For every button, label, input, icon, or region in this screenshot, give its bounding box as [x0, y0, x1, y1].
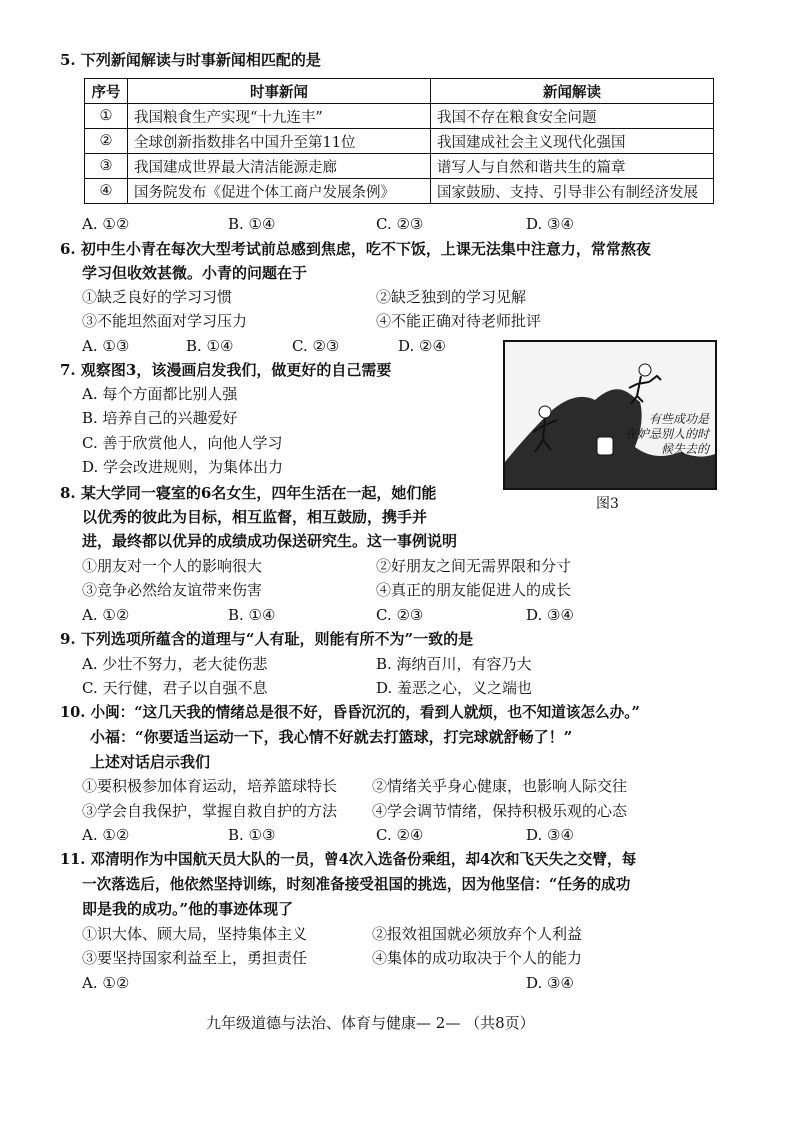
- table-cell: ①: [85, 104, 128, 129]
- option-b: B. ①④: [186, 337, 234, 355]
- table-cell: 谱写人与自然和谐共生的篇章: [431, 154, 714, 179]
- q6-item-4: ④不能正确对待老师批评: [376, 312, 542, 330]
- q10-item-3: ③学会自我保护，掌握自救自护的方法: [82, 802, 338, 820]
- q8-stem-line2: 以优秀的彼此为目标，相互监督，相互鼓励，携手并: [82, 508, 428, 526]
- q11-stem-line1: 11. 邓清明作为中国航天员大队的一员，曾4次入选备份乘组，却4次和飞天失之交臂，每: [60, 851, 637, 868]
- option-b: B. ①④: [228, 606, 276, 624]
- option-d: D. ③④: [526, 974, 574, 992]
- climber-bottom-head: [539, 406, 551, 418]
- figure-label: 图3: [596, 496, 619, 512]
- q9-choice-d: D. 羞恶之心，义之端也: [376, 679, 533, 697]
- q10-item-4: ④学会调节情绪，保持积极乐观的心态: [372, 802, 628, 820]
- option-a: A. ①②: [82, 606, 130, 624]
- q9-choice-b: B. 海纳百川，有容乃大: [376, 655, 532, 673]
- comic-caption-line-1: 有些成功是: [648, 412, 709, 426]
- q11-item-4: ④集体的成功取决于个人的能力: [372, 949, 583, 967]
- q8-item-1: ①朋友对一个人的影响很大: [82, 557, 263, 575]
- table-row: [85, 129, 714, 154]
- q6-item-1: ①缺乏良好的学习习惯: [82, 288, 233, 306]
- q10-item-2: ②情绪关乎身心健康，也影响人际交往: [372, 777, 628, 795]
- q8-item-3: ③竞争必然给友谊带来伤害: [82, 581, 263, 599]
- option-a: A. ①②: [82, 974, 130, 992]
- q7-choice-a: A. 每个方面都比别人强: [82, 385, 238, 403]
- option-d: D. ③④: [526, 606, 574, 624]
- flag-icon: [649, 376, 661, 382]
- option-a: A. ①②: [82, 826, 130, 844]
- table-cell: 全球创新指数排名中国升至第11位: [128, 129, 431, 154]
- option-c: C. ②③: [376, 215, 424, 233]
- q7-choice-c: C. 善于欣赏他人，向他人学习: [82, 434, 283, 452]
- q10-line1: 10. 小闽：“这几天我的情绪总是很不好，昏昏沉沉的，看到人就烦，也不知道该怎么办。”: [60, 704, 640, 721]
- q7-choice-b: B. 培养自己的兴趣爱好: [82, 409, 238, 427]
- q11-item-3: ③要坚持国家利益至上，勇担责任: [82, 949, 308, 967]
- option-c: C. ②④: [376, 826, 424, 844]
- table-cell: ④: [85, 179, 128, 204]
- table-cell: ②: [85, 129, 128, 154]
- q8-item-2: ②好朋友之间无需界限和分寸: [376, 557, 572, 575]
- table-cell: 国家鼓励、支持、引导非公有制经济发展: [431, 179, 714, 204]
- q10-line3: 上述对话启示我们: [90, 753, 211, 771]
- comic-figure: [503, 340, 717, 490]
- q9-stem: 9. 下列选项所蕴含的道理与“人有耻，则能有所不为”一致的是: [60, 630, 474, 648]
- q10-item-1: ①要积极参加体育运动，培养篮球特长: [82, 777, 338, 795]
- option-a: A. ①②: [82, 215, 130, 233]
- q6-stem-line1: 6. 初中生小青在每次大型考试前总感到焦虑，吃不下饭，上课无法集中注意力，常常熬夜: [60, 240, 651, 258]
- col-header-num: 序号: [85, 79, 128, 104]
- table-header-row: [85, 79, 714, 104]
- q8-stem-line3: 进，最终都以优异的成绩成功保送研究生。这一事例说明: [82, 532, 458, 550]
- table-cell: 国务院发布《促进个体工商户发展条例》: [128, 179, 431, 204]
- q6-item-2: ②缺乏独到的学习见解: [376, 288, 527, 306]
- q8-item-4: ④真正的朋友能促进人的成长: [376, 581, 572, 599]
- q11-stem-line2: 一次落选后，他依然坚持训练，时刻准备接受祖国的挑选，因为他坚信：“任务的成功: [82, 876, 631, 893]
- comic-caption: [625, 412, 709, 457]
- table-row: [85, 154, 714, 179]
- q9-choice-c: C. 天行健，君子以自强不息: [82, 679, 268, 697]
- col-header-interp: 新闻解读: [431, 79, 714, 104]
- table-cell: ③: [85, 154, 128, 179]
- table-row: [85, 179, 714, 204]
- news-table: [84, 78, 714, 204]
- option-b: B. ①④: [228, 215, 276, 233]
- q7-choice-d: D. 学会改进规则，为集体出力: [82, 458, 284, 476]
- comic-caption-line-2: 在妒忌别人的时: [624, 427, 709, 441]
- q11-item-2: ②报效祖国就必须放弃个人利益: [372, 925, 583, 943]
- q11-stem-line3: 即是我的成功。”他的事迹体现了: [82, 900, 294, 918]
- q11-item-1: ①识大体、顾大局，坚持集体主义: [82, 925, 308, 943]
- q6-item-3: ③不能坦然面对学习压力: [82, 312, 248, 330]
- comic-caption-line-3: 候失去的: [660, 442, 709, 456]
- table-cell: 我国粮食生产实现“十九连丰”: [128, 104, 431, 129]
- option-c: C. ②③: [376, 606, 424, 624]
- q5-stem: 5. 下列新闻解读与时事新闻相匹配的是: [60, 51, 321, 69]
- option-d: D. ②④: [398, 337, 446, 355]
- q9-choice-a: A. 少壮不努力，老大徒伤悲: [82, 655, 268, 673]
- table-row: [85, 104, 714, 129]
- col-header-news: 时事新闻: [128, 79, 431, 104]
- option-d: D. ③④: [526, 215, 574, 233]
- q6-stem-line2: 学习但收效甚微。小青的问题在于: [82, 264, 308, 282]
- q10-line2: 小福：“你要适当运动一下，我心情不好就去打篮球，打完球就舒畅了！”: [90, 728, 573, 746]
- page-footer: 九年级道德与法治、体育与健康— 2— （共8页）: [206, 1014, 535, 1032]
- table-cell: 我国不存在粮食安全问题: [431, 104, 714, 129]
- table-cell: 我国建成世界最大清洁能源走廊: [128, 154, 431, 179]
- table-cell: 我国建成社会主义现代化强国: [431, 129, 714, 154]
- rock-icon: [597, 437, 613, 455]
- option-a: A. ①③: [82, 337, 130, 355]
- option-c: C. ②③: [292, 337, 340, 355]
- climber-top-head: [639, 364, 651, 376]
- option-b: B. ①③: [228, 826, 276, 844]
- q8-stem-line1: 8. 某大学同一寝室的6名女生，四年生活在一起，她们能: [60, 484, 437, 502]
- option-d: D. ③④: [526, 826, 574, 844]
- q7-stem: 7. 观察图3，该漫画启发我们，做更好的自己需要: [60, 361, 392, 379]
